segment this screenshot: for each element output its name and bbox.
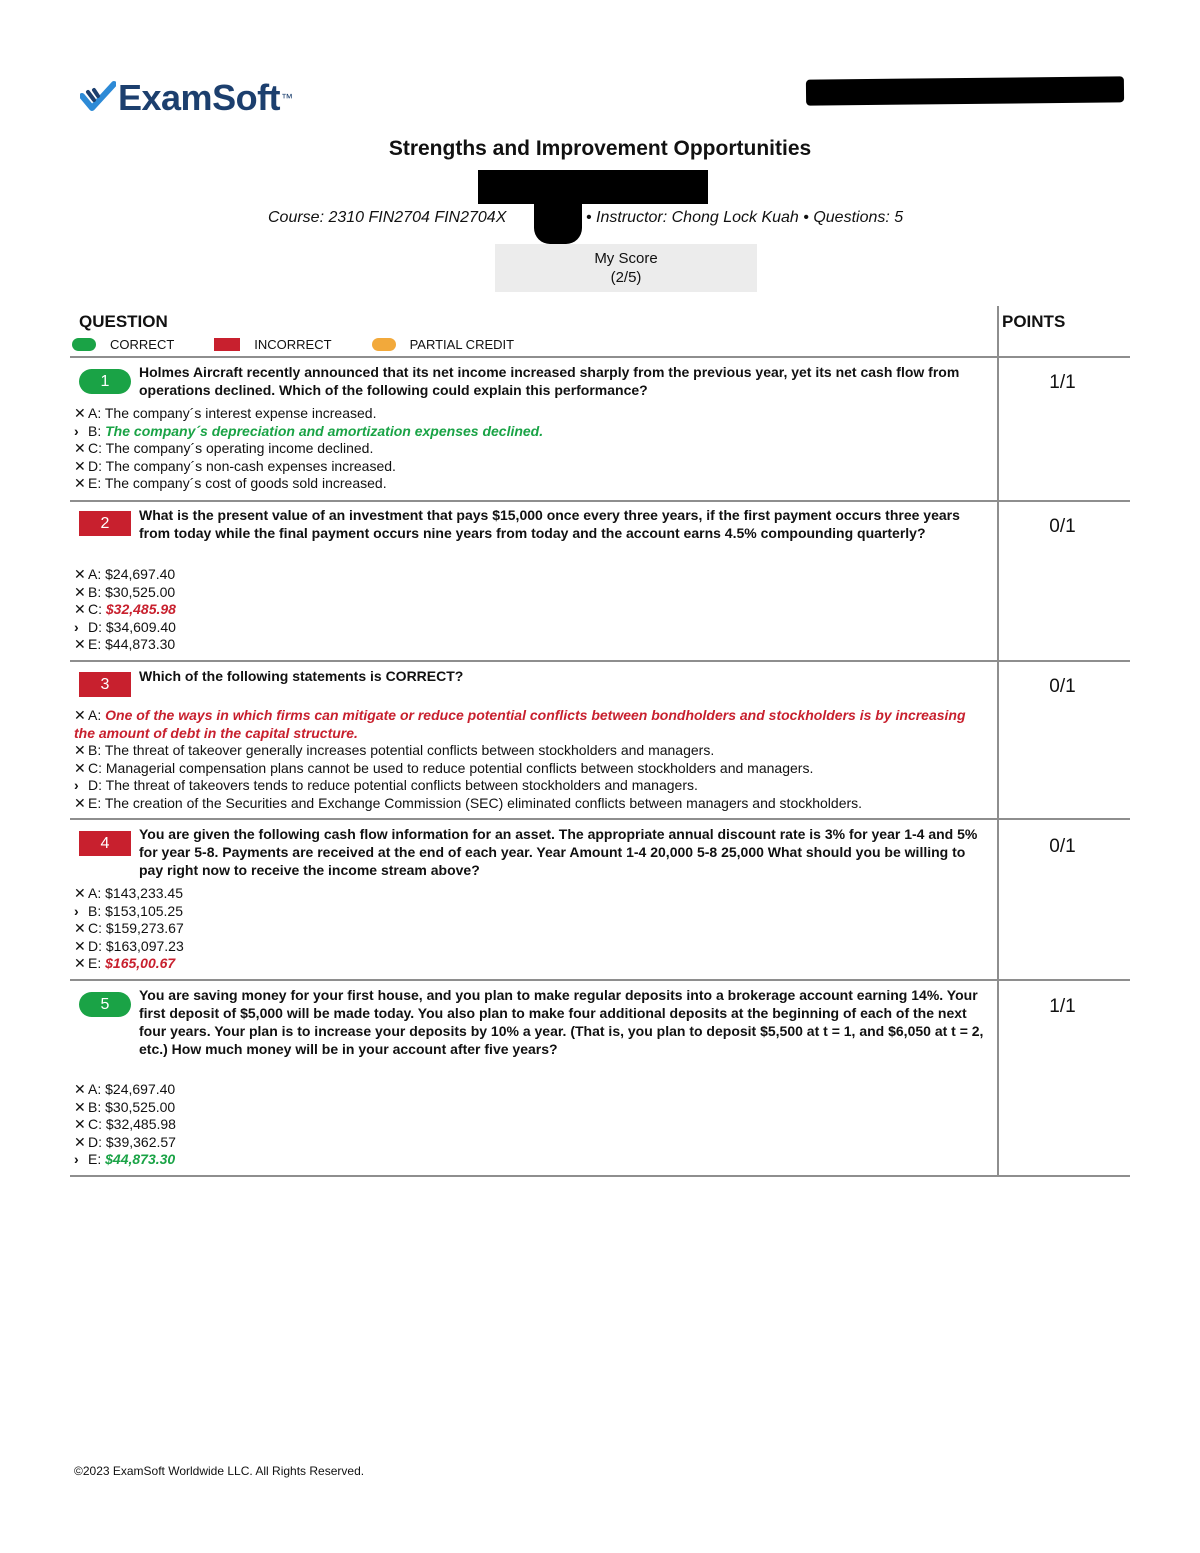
answer-label: E: bbox=[88, 955, 106, 972]
answer-text: $24,697.40 bbox=[105, 1081, 176, 1097]
answer-text: The creation of the Securities and Exchange Commission (SEC) eliminated conflicts between managers and stockholders. bbox=[104, 794, 863, 811]
legend-incorrect-label: INCORRECT bbox=[254, 337, 332, 352]
column-header-question: QUESTION bbox=[79, 312, 168, 331]
answer-text: One of the ways in which firms can mitigate or reduce potential conflicts between bondholders and stockholders is by increasing the amount of debt in the capital structure. bbox=[74, 707, 966, 741]
x-mark-icon: ✕ bbox=[74, 920, 86, 937]
answer-option bbox=[74, 938, 984, 956]
answer-label: C: bbox=[88, 601, 106, 618]
answer-label: A: bbox=[88, 707, 106, 723]
answer-text: $39,362.57 bbox=[105, 1133, 176, 1150]
question-points: 0/1 bbox=[1049, 676, 1076, 697]
row-divider bbox=[70, 500, 1130, 502]
question-number-badge: 2 bbox=[79, 511, 131, 536]
question-number-badge: 1 bbox=[79, 369, 131, 394]
answer-label: C: bbox=[88, 440, 106, 457]
answer-label: D: bbox=[88, 457, 106, 474]
answer-list bbox=[74, 1081, 984, 1169]
question-points: 0/1 bbox=[1049, 836, 1076, 857]
chevron-right-icon: › bbox=[74, 618, 79, 635]
answer-label: C: bbox=[88, 920, 106, 937]
answer-text: $153,105.25 bbox=[105, 902, 183, 919]
answer-label: B: bbox=[88, 902, 106, 919]
answer-label: C: bbox=[88, 759, 106, 776]
row-divider bbox=[70, 356, 1130, 358]
copyright-footer: ©2023 ExamSoft Worldwide LLC. All Rights Reserved. bbox=[74, 1464, 365, 1478]
course-label: Course: 2310 FIN2704 FIN2704X bbox=[268, 209, 507, 226]
x-mark-icon: ✕ bbox=[74, 955, 86, 972]
score-value: (2/5) bbox=[610, 269, 642, 286]
question-text: You are saving money for your first house, and you plan to make regular deposits into a brokerage account earning 14%. Your first deposit of $5,000 will be made today. You also plan to make four additional deposits at the beginning of each of the next four years. Your plan is to increase your deposits by 10% a year. (That is, you plan to deposit $5,500 at t = 1, and $6,050 at t = 2, etc.) How much money will be in your account after five years? bbox=[139, 987, 984, 1057]
score-label: My Score bbox=[594, 250, 658, 267]
x-mark-icon: ✕ bbox=[74, 1116, 86, 1133]
redaction-bar bbox=[534, 196, 582, 244]
logo-text: ExamSoft bbox=[118, 77, 281, 118]
answer-label: B: bbox=[88, 1098, 106, 1115]
answer-option bbox=[74, 742, 984, 760]
answer-list bbox=[74, 405, 984, 493]
answer-text: $44,873.30 bbox=[105, 1151, 176, 1168]
answer-text: Managerial compensation plans cannot be used to reduce potential conflicts between stockholders and managers. bbox=[105, 759, 814, 776]
answer-text: The threat of takeovers tends to reduce potential conflicts between stockholders and managers. bbox=[105, 777, 698, 794]
answer-text: $143,233.45 bbox=[105, 885, 183, 901]
answer-list bbox=[74, 707, 984, 813]
examsoft-check-icon bbox=[80, 80, 116, 116]
column-divider bbox=[997, 306, 999, 1176]
score-box bbox=[495, 244, 757, 292]
answer-option bbox=[74, 1081, 984, 1099]
question-number-badge: 3 bbox=[79, 672, 131, 697]
column-header-points: POINTS bbox=[1002, 312, 1066, 331]
chevron-right-icon: › bbox=[74, 1151, 79, 1168]
answer-option bbox=[74, 920, 984, 938]
legend-incorrect-swatch bbox=[214, 338, 240, 351]
question-number-badge: 4 bbox=[79, 831, 131, 856]
answer-option bbox=[74, 601, 984, 619]
answer-text: $159,273.67 bbox=[105, 920, 184, 937]
x-mark-icon: ✕ bbox=[74, 583, 86, 600]
answer-option bbox=[74, 405, 984, 423]
answer-option bbox=[74, 760, 984, 778]
answer-label: E: bbox=[88, 636, 106, 653]
answer-label: B: bbox=[88, 422, 106, 439]
redaction-bar bbox=[478, 170, 708, 204]
row-divider bbox=[70, 1175, 1130, 1177]
instructor-questions-label: • Instructor: Chong Lock Kuah • Questions: 5 bbox=[586, 209, 904, 226]
x-mark-icon: ✕ bbox=[74, 636, 86, 653]
question-number-badge: 5 bbox=[79, 992, 131, 1017]
answer-list bbox=[74, 885, 984, 973]
page-title: Strengths and Improvement Opportunities bbox=[388, 137, 812, 160]
legend bbox=[72, 337, 554, 352]
question-text: You are given the following cash flow information for an asset. The appropriate annual discount rate is 3% for year 1-4 and 5% for year 5-8. Payments are received at the end of each year. Year Amount 1-4 20,000 5-8 25,000 What should you be willing to pay right now to receive the income stream above? bbox=[139, 826, 978, 878]
answer-text: The company´s depreciation and amortization expenses declined. bbox=[105, 422, 544, 439]
x-mark-icon: ✕ bbox=[74, 759, 86, 776]
x-mark-icon: ✕ bbox=[74, 937, 86, 954]
answer-option bbox=[74, 636, 984, 654]
redaction-bar bbox=[806, 76, 1124, 105]
answer-option bbox=[74, 619, 984, 637]
answer-label: C: bbox=[88, 1116, 106, 1133]
x-mark-icon: ✕ bbox=[74, 1098, 86, 1115]
chevron-right-icon: › bbox=[74, 777, 79, 794]
answer-text: $30,525.00 bbox=[105, 1098, 176, 1115]
answer-text: The threat of takeover generally increases potential conflicts between stockholders and managers. bbox=[104, 742, 715, 759]
legend-partial-swatch bbox=[372, 338, 396, 351]
question-points: 1/1 bbox=[1049, 996, 1076, 1017]
x-mark-icon: ✕ bbox=[74, 794, 86, 811]
answer-text: The company´s cost of goods sold increased. bbox=[104, 475, 387, 492]
answer-text: $34,609.40 bbox=[105, 618, 176, 635]
question-text: What is the present value of an investment that pays $15,000 once every three years, if the first payment occurs three years from today while the final payment occurs nine years from today and the account earns 4.5% compounding quarterly? bbox=[139, 507, 960, 541]
answer-label: E: bbox=[88, 794, 105, 811]
question-points: 1/1 bbox=[1049, 372, 1076, 393]
answer-text: The company´s non-cash expenses increased. bbox=[105, 457, 396, 474]
legend-correct-label: CORRECT bbox=[110, 337, 175, 352]
answer-label: B: bbox=[88, 742, 105, 759]
row-divider bbox=[70, 979, 1130, 981]
answer-text: $165,00.67 bbox=[105, 955, 176, 972]
answer-option bbox=[74, 423, 984, 441]
answer-label: A: bbox=[88, 405, 105, 421]
answer-text: $32,485.98 bbox=[105, 1116, 176, 1133]
legend-correct-swatch bbox=[72, 338, 96, 351]
chevron-right-icon: › bbox=[74, 902, 79, 919]
chevron-right-icon: › bbox=[74, 422, 79, 439]
answer-option bbox=[74, 440, 984, 458]
row-divider bbox=[70, 660, 1130, 662]
answer-label: D: bbox=[88, 618, 106, 635]
row-divider bbox=[70, 818, 1130, 820]
answer-label: D: bbox=[88, 777, 106, 794]
answer-option bbox=[74, 795, 984, 813]
answer-option bbox=[74, 1116, 984, 1134]
answer-option bbox=[74, 885, 984, 903]
answer-text: $24,697.40 bbox=[105, 566, 176, 582]
x-mark-icon: ✕ bbox=[74, 440, 86, 457]
answer-option bbox=[74, 707, 984, 742]
answer-label: A: bbox=[88, 885, 106, 901]
x-mark-icon: ✕ bbox=[74, 475, 86, 492]
answer-option bbox=[74, 955, 984, 973]
x-mark-icon: ✕ bbox=[74, 601, 86, 618]
legend-partial-label: PARTIAL CREDIT bbox=[409, 337, 515, 352]
answer-label: D: bbox=[88, 937, 106, 954]
answer-option bbox=[74, 1099, 984, 1117]
answer-text: $163,097.23 bbox=[105, 937, 184, 954]
x-mark-icon: ✕ bbox=[74, 742, 86, 759]
x-mark-icon: ✕ bbox=[74, 566, 86, 582]
answer-text: $30,525.00 bbox=[105, 583, 176, 600]
question-points: 0/1 bbox=[1049, 516, 1076, 537]
x-mark-icon: ✕ bbox=[74, 457, 86, 474]
x-mark-icon: ✕ bbox=[74, 707, 86, 723]
x-mark-icon: ✕ bbox=[74, 405, 86, 421]
answer-label: A: bbox=[88, 1081, 106, 1097]
x-mark-icon: ✕ bbox=[74, 1081, 86, 1097]
x-mark-icon: ✕ bbox=[74, 885, 86, 901]
answer-list bbox=[74, 566, 984, 654]
answer-label: E: bbox=[88, 475, 105, 492]
question-text: Holmes Aircraft recently announced that its net income increased sharply from the previous year, yet its net cash flow from operations declined. Which of the following could explain this performance? bbox=[139, 364, 960, 398]
answer-option bbox=[74, 903, 984, 921]
answer-option bbox=[74, 458, 984, 476]
answer-text: $32,485.98 bbox=[105, 601, 176, 618]
x-mark-icon: ✕ bbox=[74, 1133, 86, 1150]
answer-option bbox=[74, 777, 984, 795]
answer-option bbox=[74, 475, 984, 493]
question-text: Which of the following statements is CORRECT? bbox=[139, 668, 464, 684]
answer-option bbox=[74, 1134, 984, 1152]
answer-text: $44,873.30 bbox=[105, 636, 176, 653]
answer-label: A: bbox=[88, 566, 106, 582]
answer-label: B: bbox=[88, 583, 106, 600]
trademark-mark: ™ bbox=[281, 91, 294, 105]
answer-option bbox=[74, 1151, 984, 1169]
answer-label: E: bbox=[88, 1151, 106, 1168]
examsoft-logo bbox=[80, 76, 293, 120]
answer-option bbox=[74, 584, 984, 602]
answer-text: The company´s operating income declined. bbox=[105, 440, 374, 457]
answer-text: The company´s interest expense increased. bbox=[104, 405, 377, 421]
answer-label: D: bbox=[88, 1133, 106, 1150]
answer-option bbox=[74, 566, 984, 584]
